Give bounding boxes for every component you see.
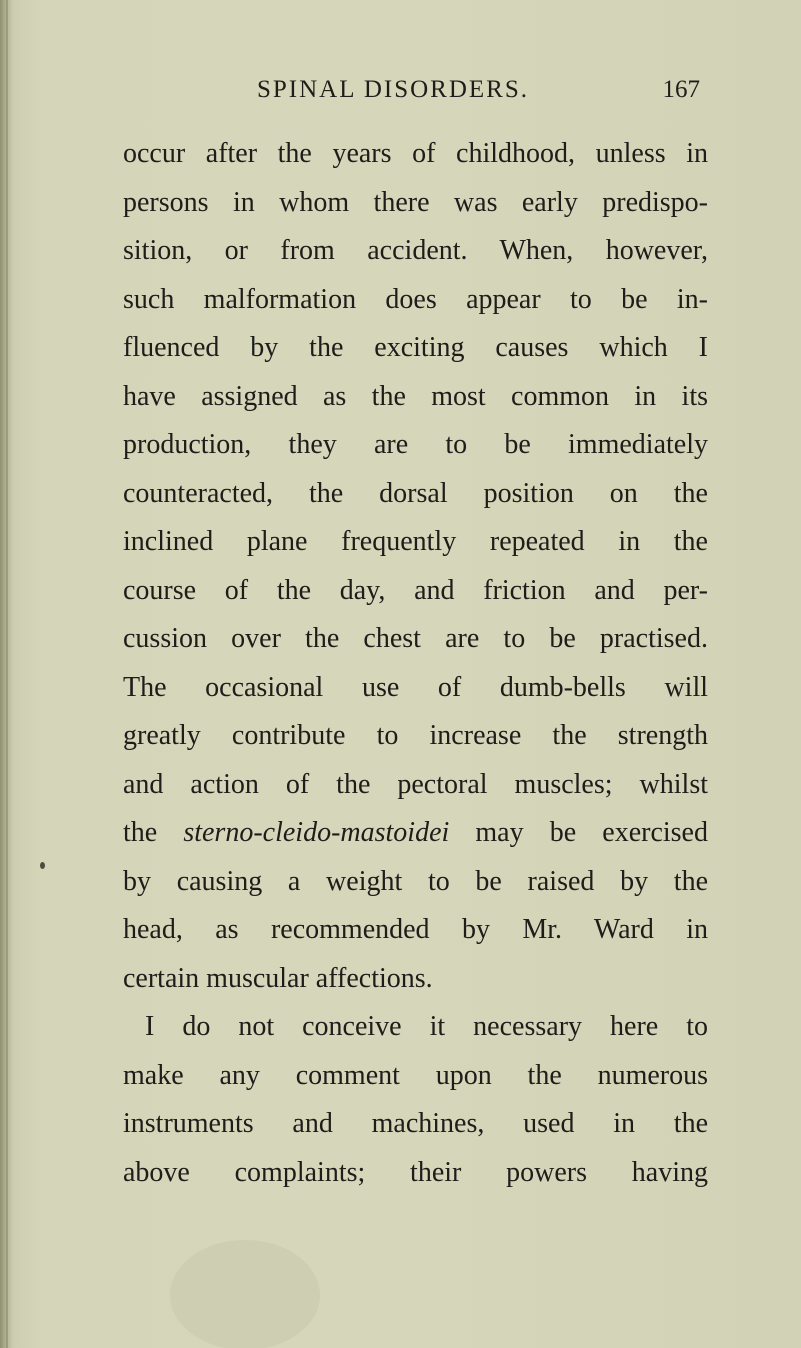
running-head xyxy=(120,70,700,110)
text-line: cussion over the chest are to be practised. xyxy=(123,623,708,654)
text-line: by causing a weight to be raised by the xyxy=(123,865,708,897)
text-line: certain muscular affections. xyxy=(123,962,433,994)
text-line: counteracted, the dorsal position on the xyxy=(123,477,708,509)
paper-stain xyxy=(170,1240,320,1348)
text-line: persons in whom there was early predispo- xyxy=(123,186,708,218)
text-line: The occasional use of dumb-bells will xyxy=(123,671,708,703)
text-line: course of the day, and friction and per- xyxy=(123,574,708,606)
paragraph-start-line: I do not conceive it necessary here to xyxy=(145,1011,708,1042)
text-line: head, as recommended by Mr. Ward in xyxy=(123,914,708,945)
body-text xyxy=(123,130,708,1197)
text-line: production, they are to be immediately xyxy=(123,429,708,460)
text-line: make any comment upon the numerous xyxy=(123,1059,708,1091)
line-suffix: may be exercised xyxy=(449,817,708,848)
text-line: and action of the pectoral muscles; whilst xyxy=(123,768,708,800)
text-line: have assigned as the most common in its xyxy=(123,380,708,412)
line-prefix: the xyxy=(123,817,184,848)
text-line: such malformation does appear to be in- xyxy=(123,283,708,315)
page-number: 167 xyxy=(662,76,700,103)
ink-speck xyxy=(40,862,45,869)
text-line-with-italic xyxy=(123,809,708,858)
italic-term: sterno-cleido-mastoidei xyxy=(183,817,450,848)
text-line: sition, or from accident. When, however, xyxy=(123,235,708,266)
text-line: instruments and machines, used in the xyxy=(123,1108,708,1139)
text-line: occur after the years of childhood, unless in xyxy=(123,138,708,169)
text-line: fluenced by the exciting causes which I xyxy=(123,332,708,363)
binding-shadow-line xyxy=(6,0,8,1348)
text-line: greatly contribute to increase the strength xyxy=(123,720,708,751)
text-line: inclined plane frequently repeated in the xyxy=(123,526,708,557)
text-line: above complaints; their powers having xyxy=(123,1156,708,1188)
running-title: SPINAL DISORDERS. xyxy=(257,76,530,103)
